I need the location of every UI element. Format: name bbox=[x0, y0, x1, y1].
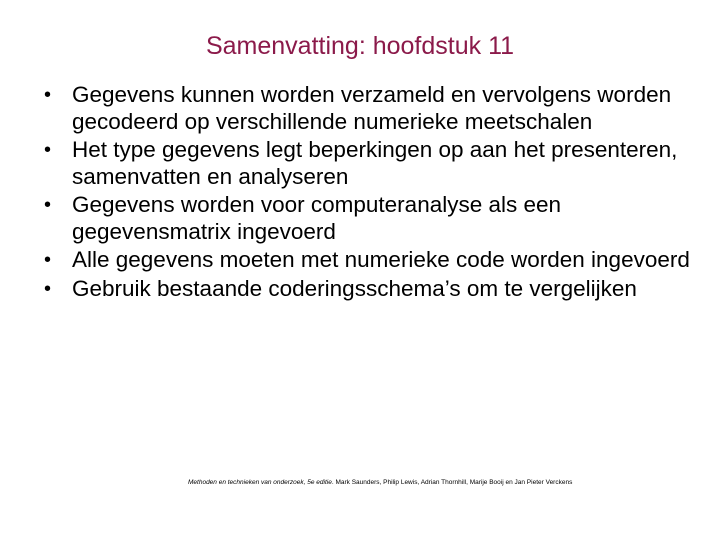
bullet-item bbox=[42, 276, 692, 303]
bullet-text: Gegevens worden voor computeranalyse als een gegevensmatrix ingevoerd bbox=[72, 192, 562, 244]
footer-authors: . Mark Saunders, Philip Lewis, Adrian Thornhill, Marije Booij en Jan Pieter Verckens bbox=[331, 479, 573, 486]
bullet-list bbox=[42, 82, 692, 304]
bullet-text: Gebruik bestaande coderingsschema’s om te vergelijken bbox=[72, 275, 637, 301]
footer-source-title: Methoden en technieken van onderzoek, 5e editie bbox=[188, 479, 332, 486]
bullet-item bbox=[42, 137, 692, 190]
slide-title: Samenvatting: hoofdstuk 11 bbox=[205, 32, 515, 60]
bullet-item bbox=[42, 192, 692, 245]
bullet-item bbox=[42, 82, 692, 135]
bullet-icon: • bbox=[44, 249, 52, 271]
bullet-icon: • bbox=[44, 194, 52, 216]
source-footer bbox=[188, 478, 708, 488]
bullet-icon: • bbox=[44, 84, 52, 106]
bullet-text: Alle gegevens moeten met numerieke code worden ingevoerd bbox=[72, 247, 690, 272]
bullet-text: Het type gegevens legt beperkingen op aan het presenteren, samenvatten en analyseren bbox=[72, 137, 678, 189]
bullet-text: Gegevens kunnen worden verzameld en vervolgens worden gecodeerd op verschillende numerieke meetschalen bbox=[72, 82, 672, 134]
bullet-item bbox=[42, 247, 692, 274]
bullet-icon: • bbox=[44, 139, 52, 161]
bullet-icon: • bbox=[44, 277, 52, 300]
